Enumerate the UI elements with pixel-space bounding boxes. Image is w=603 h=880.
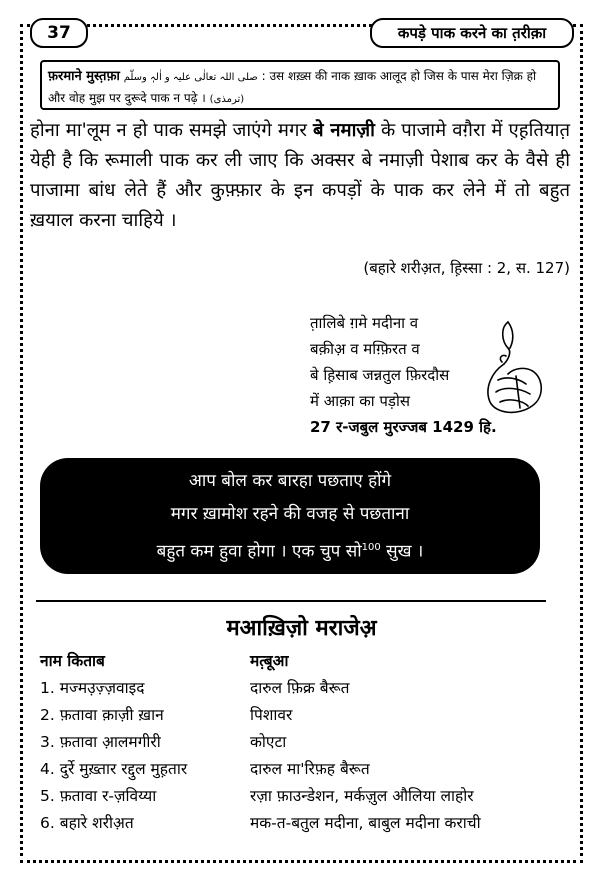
hadith-text-1: : उस शख़्स की नाक ख़ाक आलूद हो जिस के पास मेरा ज़िक्र हो (261, 69, 537, 83)
quote-superscript: 100 (361, 542, 381, 553)
header-publisher: मत़्बूआ (250, 652, 289, 670)
ref-publisher: कोएटा (250, 733, 287, 751)
ref-publisher: मक-त-बतुल मदीना, बाबुल मदीना कराची (250, 814, 481, 832)
references-title: मआख़िज़ो मराजेअ़ (226, 616, 377, 641)
paragraph-bold: बे नमाज़ी (313, 120, 375, 141)
ref-book: 5. फ़तावा र-ज़विय्या (40, 787, 157, 805)
quote-line-3a: बहुत कम हुवा होगा । एक चुप सो (156, 541, 362, 562)
signoff-line-3: बे ह़िसाब जन्नतुल फ़िरदौस (310, 366, 450, 384)
signoff (310, 310, 497, 440)
hadith-box (40, 60, 560, 110)
ref-publisher: रज़ा फ़ाउन्डेशन, मर्कज़ुल औलिया लाहोर (250, 787, 474, 805)
ref-book: 6. बहारे शरीअ़त (40, 814, 134, 832)
table-row (40, 675, 560, 702)
signoff-line-1: त़ालिबे ग़मे मदीना व (310, 314, 419, 332)
hadith-lead: फ़रमाने मुस्त़फ़ा (48, 69, 120, 84)
quote-line-1: आप बोल कर बारहा पछताए होंगे (188, 471, 392, 491)
signoff-line-2: बक़ीअ़ व मग़्फ़िरत व (310, 340, 420, 358)
references-header-row (40, 648, 560, 675)
quote-line-3 (40, 531, 540, 569)
table-row (40, 702, 560, 729)
paragraph-part-2: के पाजामे वग़ैरा में एह़तियात़ येही है कि रूमाली पाक कर ली जाए कि अक्सर बे नमाज़ी पेशाब कर के वैसे ही पाजामा बांध लेते हैं और कुफ़्फ़ार के इन कपड़ों के पाक कर लेने में तो बहुत ख़याल करना चाहिये । (30, 120, 570, 231)
running-title: कपड़े पाक करने का त़रीक़ा (370, 18, 574, 48)
quote-box (40, 458, 540, 574)
section-divider (36, 600, 546, 602)
ref-publisher: पिशावर (250, 706, 293, 724)
header-book: नाम किताब (40, 652, 105, 670)
references-table (40, 648, 560, 837)
ref-publisher: दारुल मा'रिफ़ह बैरूत (250, 760, 370, 778)
ref-book: 3. फ़तावा आ़लमगीरी (40, 733, 161, 751)
quote-line-3b: सुख । (380, 541, 424, 562)
quote-line-2: मगर ख़ामोश रहने की वजह से पछताना (170, 504, 410, 524)
paragraph-part-1: होना मा'लूम न हो पाक समझे जाएंगे मगर (30, 120, 314, 141)
ref-book: 1. मज्मउ़ज़्ज़वाइद (40, 679, 145, 697)
ref-publisher: दारुल फ़िक्र बैरूत (250, 679, 350, 697)
page-number: 37 (30, 18, 88, 48)
ref-book: 4. दुर्रे मुख़्तार रद्दुल मुह़तार (40, 760, 188, 778)
hadith-line-1 (48, 66, 552, 88)
hadith-arabic-salutation: صلی اللہ تعالٰی علیہ و اٰلہٖ وسلّم (123, 72, 258, 83)
signoff-line-4: में आक़ा का पड़ोस (310, 392, 410, 410)
body-paragraph (30, 116, 570, 236)
citation: (बहारे शरीअ़त, ह़िस्सा : 2, स. 127) (363, 259, 570, 277)
signature-icon (478, 318, 548, 418)
ref-book: 2. फ़तावा क़ाज़ी ख़ान (40, 706, 164, 724)
table-row (40, 810, 560, 837)
hadith-text-2: और वोह मुझ पर दुरूदे पाक न पढ़े । (48, 91, 206, 105)
table-row (40, 783, 560, 810)
signoff-date: 27 र-जबुल मुरज्जब 1429 हि. (310, 418, 497, 436)
hadith-line-2 (48, 88, 552, 110)
table-row (40, 756, 560, 783)
table-row (40, 729, 560, 756)
hadith-source: (ترمذی) (209, 94, 245, 105)
